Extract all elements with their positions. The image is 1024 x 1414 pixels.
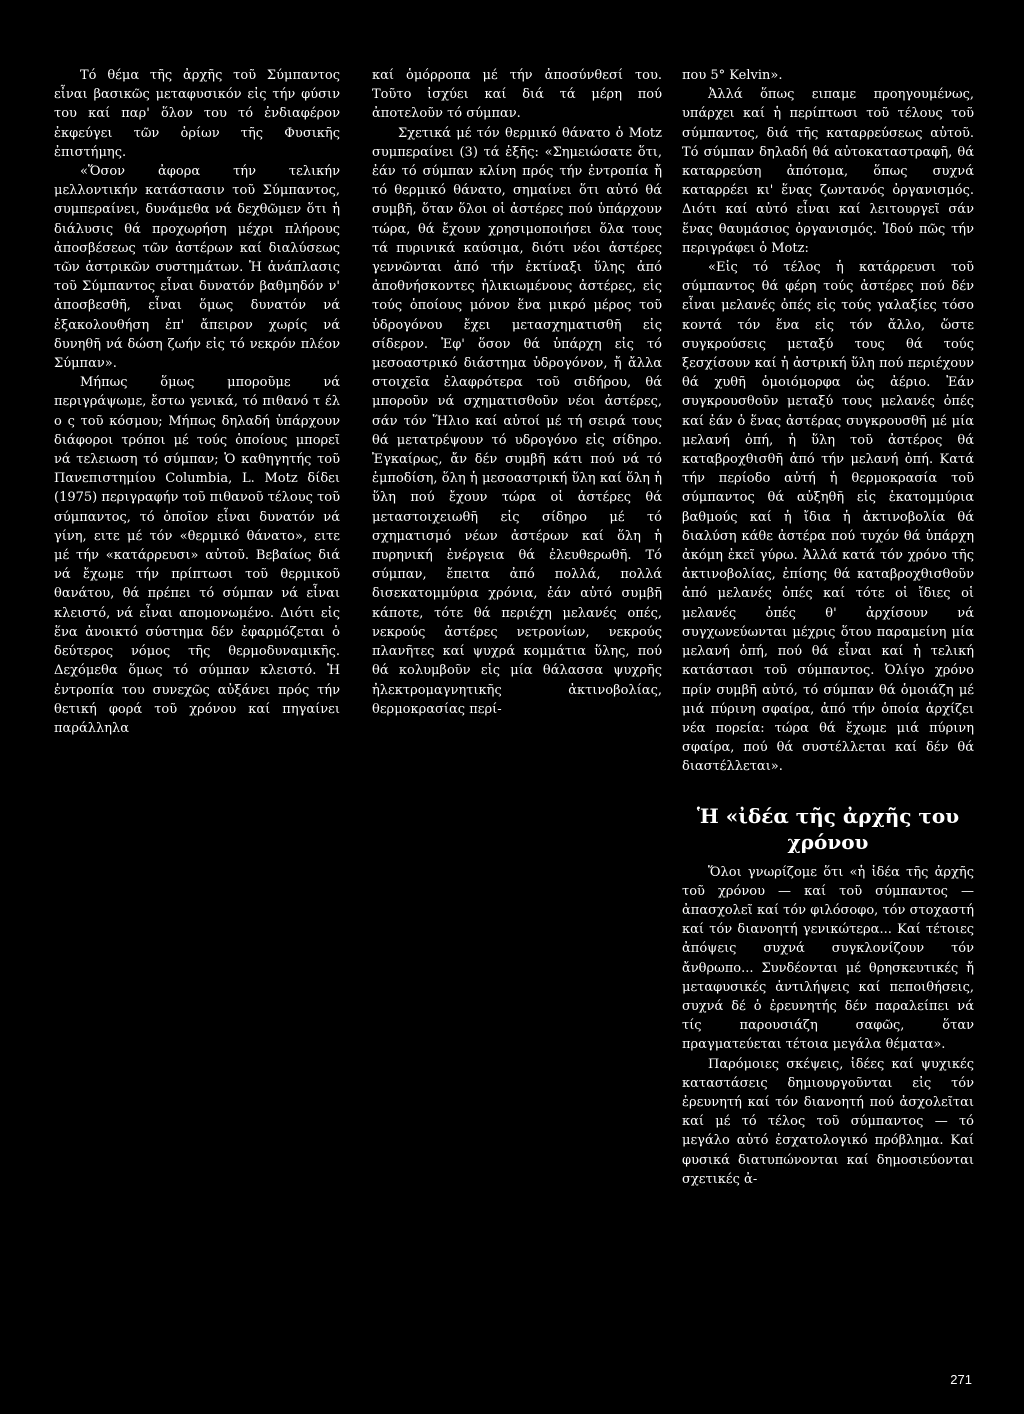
text-column-1 xyxy=(54,66,340,738)
paragraph: που 5° Kelvin». xyxy=(682,68,783,83)
section-heading: Ἡ «ἰδέα τῆς ἀρχῆς του χρόνου xyxy=(696,803,960,854)
paragraph: Παρόμοιες σκέψεις, ἰδέες καί ψυχικές καταστάσεις δημιουργοῦνται εἰς τόν ἐρευνητή καί τόν διανοητή πού ἀσχολεῖται καί μέ τό τέλος τοῦ σύμπαντος — τό μεγάλο αὐτό ἐσχατολογικό πρόβλημα. Καί φυσικά διατυπώνονται καί δημοσιεύονται σχετικές ἀ- xyxy=(682,1056,974,1187)
paragraph: Ὅλοι γνωρίζομε ὅτι «ἡ ἰδέα τῆς ἀρχῆς τοῦ χρόνου — καί τοῦ σύμπαντος — ἀπασχολεῖ καί τόν φιλόσοφο, τόν στοχαστή καί τόν διανοητή γενικώτερα... Καί τέτοιες ἀπόψεις συχνά συγκλονίζουν τόν ἄνθρωπο... Συνδέονται μέ θρησκευτικές ἤ μεταφυσικές ἀντιλήψεις καί πεποιθήσεις, συχνά δέ ὁ ἐρευνητής δέν παραλείπει νά τίς παρουσιάζη σαφῶς, ὅταν πραγματεύεται τέτοια μεγάλα θέματα». xyxy=(682,864,974,1053)
paragraph: «Εἰς τό τέλος ἡ κατάρρευσι τοῦ σύμπαντος θά φέρη τούς ἀστέρες πού δέν εἶναι μελανές ὀπές εἰς τούς γαλαξίες τόσο κοντά τόν ἕνα εἰς τόν ἄλλο, ὥστε συγκρούσεις μεταξύ τους θά τούς ξεσχίσουν καί ἡ ἀστρική ὕλη πού περιέχουν θά χυθῆ ὁμοιόμορφα ὡς ἀέριο. Ἐάν συγκρουσθοῦν μεταξύ τους μελανές ὀπές καί ἐάν ὁ ἕνας ἀστέρας συγκρουσθῆ μέ μία μελανή ὀπή, ἡ ὕλη τοῦ ἀστέρος θά καταβροχθισθῆ ἀπό τήν μελανή ὀπή. Κατά τήν περίοδο αὐτή ἡ θερμοκρασία τοῦ σύμπαντος θά αὐξηθῆ εἰς ἑκατομμύρια βαθμούς καί ἡ ἴδια ἡ ἀκτινοβολία θά διαλύση κάθε ἀστέρα πού τυχόν θά ὑπάρχη ἀκόμη ἐκεῖ γύρω. Ἀλλά κατά τόν χρόνο τῆς ἀκτινοβολίας, ἐπίσης θά καταβροχθισθοῦν ἀπό μελανές ὀπές καί τότε οἱ ἴδιες οἱ μελανές ὀπές θ' ἀρχίσουν νά συγχωνεύωνται μέχρις ὅτου παραμείνη μία μελανή ὀπή, πού θά εἶναι καί ἡ τελική κατάστασι τοῦ σύμπαντος. Ὀλίγο χρόνο πρίν συμβῆ αὐτό, τό σύμπαν θά ὁμοιάζη μέ μιά πύρινη σφαίρα, ἀπό τήν ὁποία ἀρχίζει νέα πορεία: τώρα θά ἔχωμε μιά πύρινη σφαίρα, πού θά συστέλλεται καί δέν θά διαστέλλεται». xyxy=(682,260,974,775)
paragraph: Τό θέμα τῆς ἀρχῆς τοῦ Σύμπαντος εἶναι βασικῶς μεταφυσικόν εἰς τήν φύσιν του καί παρ' ὅλον του τό ἐνδιαφέρον ἐκφεύγει τῶν ὁρίων τῆς Φυσικῆς ἐπιστήμης. xyxy=(54,68,340,160)
paragraph: καί ὁμόρροπα μέ τήν ἀποσύνθεσί του. Τοῦτο ἰσχύει καί διά τά μέρη πού ἀποτελοῦν τό σύμπαν. xyxy=(372,68,662,122)
paragraph: Μήπως ὅμως μποροῦμε νά περιγράψωμε, ἔστω γενικά, τό πιθανό τ έλ ο ς τοῦ κόσμου; Μήπως δηλαδή ὑπάρχουν διάφοροι τρόποι μέ τούς ὁποίους μπορεῖ νά τελειωση τό σύμπαν; Ὁ καθηγητής τοῦ Πανεπιστημίου Columbia, L. Motz δίδει (1975) περιγραφήν τοῦ πιθανοῦ τέλους τοῦ σύμπαντος, τό ὁποῖον εἶναι δυνατόν νά γίνη, ειτε μέ τόν «θερμικό θάνατο», ειτε μέ τήν «κατάρρευσι» αὐτοῦ. Βεβαίως διά νά ἔχωμε τήν πρίπτωσι τοῦ θερμικοῦ θανάτου, θά πρέπει τό σύμπαν νά εἶναι κλειστό, νά εἶναι απομονωμένο. Διότι εἰς ἕνα ἀνοικτό σύστημα δέν ἐφαρμόζεται ὁ δεύτερος νόμος τῆς θερμοδυναμικῆς. Δεχόμεθα ὅμως τό σύμπαν κλειστό. Ἡ ἐντροπία του συνεχῶς αὐξάνει πρός τήν θετική φορά τοῦ χρόνου καί πηγαίνει παράλληλα xyxy=(54,375,340,736)
paragraph: Ἀλλά ὅπως ειπαμε προηγουμένως, υπάρχει καί ἡ περίπτωσι τοῦ τέλους τοῦ σύμπαντος, διά τῆς καταρρεύσεως αὐτοῦ. Τό σύμπαν δηλαδή θά αὐτοκαταστραφῆ, θά καταρρεύση ἀπότομα, ὅπως συχνά καταρρέει κι' ἕνας ζωντανός ὀργανισμός. Διότι καί αὐτό εἶναι καί λειτουργεῖ σάν ἕνας θαυμάσιος ὀργανισμός. Ἰδού πῶς τήν περιγράφει ὁ Motz: xyxy=(682,87,974,256)
text-column-3 xyxy=(682,66,974,1189)
text-column-2 xyxy=(372,66,662,719)
paragraph: Σχετικά μέ τόν θερμικό θάνατο ὁ Motz συμπεραίνει (3) τά ἑξῆς: «Σημειώσατε ὅτι, ἐάν τό σύμπαν κλίνη πρός τήν ἐντροπία ἤ τό θερμικό θάνατο, σημαίνει ὅτι αὐτό θά συμβῆ, ὅταν ὅλοι οἱ ἀστέρες πού ὑπάρχουν τώρα, θά ἔχουν χρησιμοποιήσει ὅλα τους τά πυρινικά καύσιμα, διότι νέοι ἀστέρες γεννῶνται ἀπό τήν ἐκτίναξι ὕλης ἀπό ἀποθνήσκοντες ἡλικιωμένους ἀστέρες, εἰς τούς ὁποίους μόνον ἕνα μικρό μέρος τοῦ ὑδρογόνου ἔχει μετασχηματισθῆ εἰς σίδερον. Ἐφ' ὅσον θά ὑπάρχη εἰς τό μεσοαστρικό διάστημα ὑδρογόνον, ἤ ἄλλα στοιχεῖα ἐλαφρότερα τοῦ σιδήρου, θά μποροῦν νά σχηματισθοῦν νέοι ἀστέρες, σάν τόν Ἥλιο καί αὐτοί μέ τή σειρά τους θά μετατρέψουν τό υδρογόνο εἰς σίδηρο. Ἐγκαίρως, ἄν δέν συμβῆ κάτι πού νά τό ἐμποδίση, ὅλη ἡ μεσοαστρική ὕλη καί ὅλη ἡ ὕλη πού ἔχουν τώρα οἱ ἀστέρες θά μεταστοιχειωθῆ εἰς σίδηρο μέ τό σχηματισμό νέων ἀστέρων καί ὅλη ἡ πυρηνική ἐνέργεια θά ἐλευθερωθῆ. Τό σύμπαν, ἔπειτα ἀπό πολλά, πολλά δισεκατομμύρια χρόνια, ἐάν αὐτό συμβῆ κάποτε, τότε θά περιέχη μελανές οπές, νεκρούς ἀστέρες νετρονίων, νεκρούς πλανῆτες καί ψυχρά κομμάτια ὕλης, πού θά κολυμβοῦν εἰς μία θάλασσα ψυχρῆς ἠλεκτρομαγνητικῆς ἀκτινοβολίας, θερμοκρασίας περί- xyxy=(372,125,662,717)
paragraph: «Ὅσον ἀφορα τήν τελικήν μελλοντικήν κατάστασιν τοῦ Σύμπαντος, συμπεραίνει, δυνάμεθα νά δεχθῶμεν ὅτι ἡ διάλυσις θά προχωρήση μέχρι πλήρους ἀποσβέσεως τῶν ἀστέρων καί διαλύσεως τῶν ἀστρικῶν συστημάτων. Ἡ ἀνάπλασις τοῦ Σύμπαντος εἶναι δυνατόν βαθμηδόν ν' ἀποσβεσθῆ, εἶναι ὅμως δυνατόν νά ἐξακολουθήση ἐπ' ἄπειρον χωρίς νά δυνηθῆ νά δώση ζωήν εἰς τό νεκρόν πλέον Σύμπαν». xyxy=(54,164,340,372)
page-number: 271 xyxy=(950,1372,972,1387)
